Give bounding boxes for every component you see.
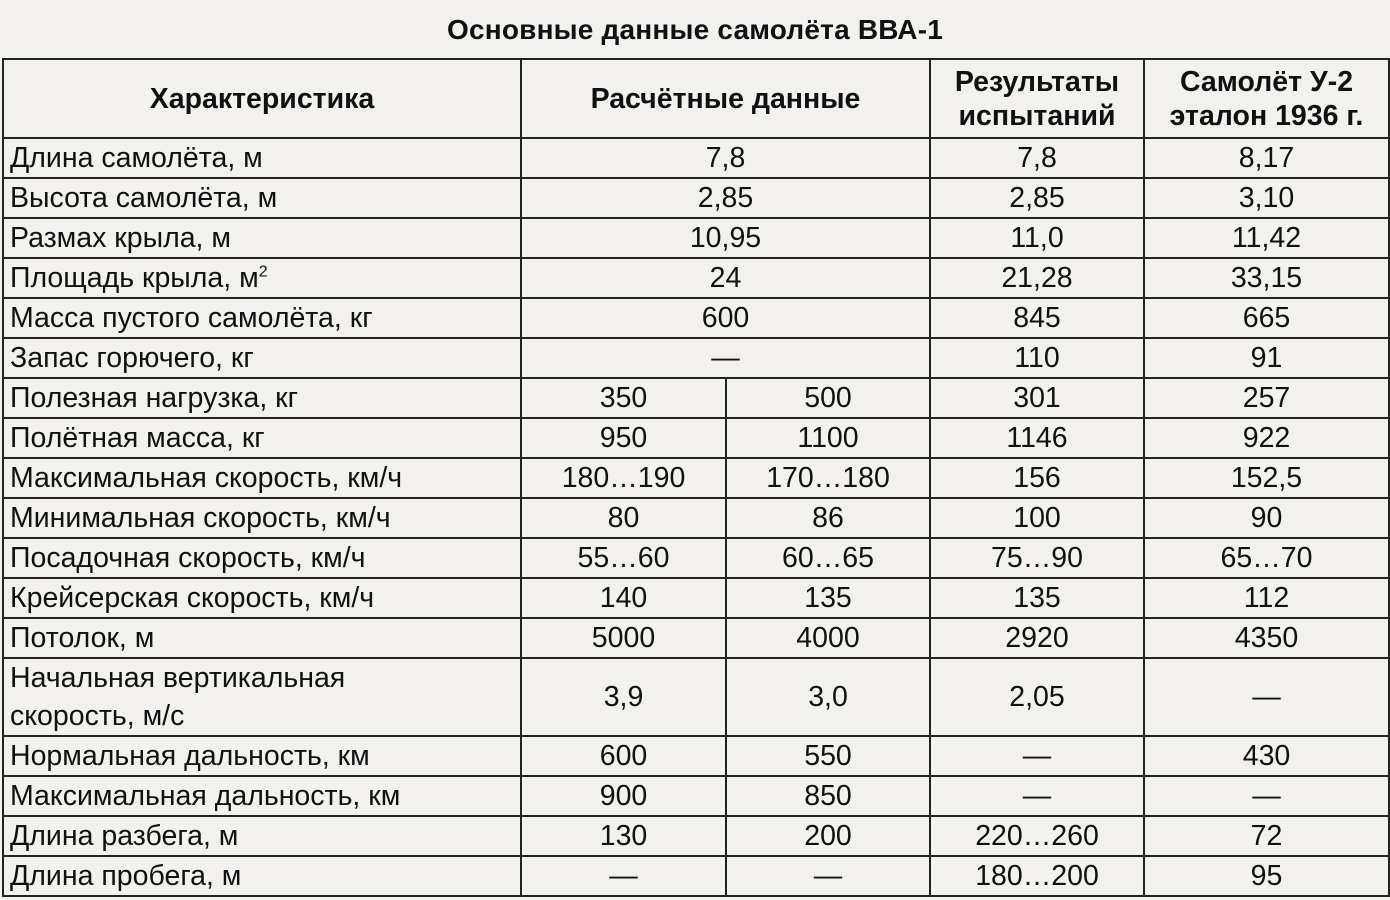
reference-value: 4350 (1144, 618, 1389, 658)
calc-value-b: 4000 (726, 618, 930, 658)
test-value: 110 (930, 338, 1144, 378)
calc-value-a: 900 (521, 776, 726, 816)
calc-value-b: 1100 (726, 418, 930, 458)
calc-value-a: 180…190 (521, 458, 726, 498)
table-row (3, 458, 1389, 498)
calc-value: 2,85 (521, 178, 930, 218)
test-value: 1146 (930, 418, 1144, 458)
row-name: Максимальная дальность, км (3, 776, 521, 816)
calc-value-b: — (726, 856, 930, 896)
header-reference-line1: Самолёт У-2 (1179, 65, 1354, 98)
reference-value: 665 (1144, 298, 1389, 338)
header-reference (1144, 59, 1389, 138)
row-name: Длина пробега, м (3, 856, 521, 896)
calc-value: 7,8 (521, 138, 930, 178)
calc-value-a: 80 (521, 498, 726, 538)
calc-value-a: — (521, 856, 726, 896)
row-name: Максимальная скорость, км/ч (3, 458, 521, 498)
reference-value: — (1144, 776, 1389, 816)
reference-value: 91 (1144, 338, 1389, 378)
calc-value-a: 130 (521, 816, 726, 856)
calc-value-a: 350 (521, 378, 726, 418)
reference-value: 33,15 (1144, 258, 1389, 298)
reference-value: 11,42 (1144, 218, 1389, 258)
test-value: 180…200 (930, 856, 1144, 896)
calc-value-a: 55…60 (521, 538, 726, 578)
reference-value: 112 (1144, 578, 1389, 618)
calc-value-b: 3,0 (726, 658, 930, 736)
calc-value-a: 140 (521, 578, 726, 618)
header-calculated: Расчётные данные (521, 59, 930, 138)
row-name: Длина разбега, м (3, 816, 521, 856)
calc-value-b: 135 (726, 578, 930, 618)
superscript: 2 (258, 263, 268, 281)
header-reference-line2: эталон 1936 г. (1169, 99, 1364, 132)
reference-value: 3,10 (1144, 178, 1389, 218)
calc-value-a: 950 (521, 418, 726, 458)
reference-value: 65…70 (1144, 538, 1389, 578)
row-name: Крейсерская скорость, км/ч (3, 578, 521, 618)
calc-value-a: 3,9 (521, 658, 726, 736)
test-value: 21,28 (930, 258, 1144, 298)
table-row (3, 776, 1389, 816)
reference-value: 72 (1144, 816, 1389, 856)
header-test-results (930, 59, 1144, 138)
test-value: 7,8 (930, 138, 1144, 178)
reference-value: 922 (1144, 418, 1389, 458)
table-row (3, 578, 1389, 618)
table-row (3, 618, 1389, 658)
test-value: 2,85 (930, 178, 1144, 218)
test-value: 2,05 (930, 658, 1144, 736)
row-name (3, 658, 521, 736)
table-row (3, 378, 1389, 418)
table-row (3, 856, 1389, 896)
test-value: 135 (930, 578, 1144, 618)
table-row (3, 418, 1389, 458)
row-name-line2: скорость, м/с (10, 700, 185, 732)
table-row (3, 658, 1389, 736)
test-value: — (930, 736, 1144, 776)
calc-value-b: 200 (726, 816, 930, 856)
table-row (3, 816, 1389, 856)
reference-value: — (1144, 658, 1389, 736)
reference-value: 430 (1144, 736, 1389, 776)
test-value: 301 (930, 378, 1144, 418)
calc-value: 600 (521, 298, 930, 338)
table-row (3, 538, 1389, 578)
test-value: 11,0 (930, 218, 1144, 258)
aircraft-specs-table (2, 58, 1390, 897)
row-name: Длина самолёта, м (3, 138, 521, 178)
test-value: 845 (930, 298, 1144, 338)
row-name-text: Площадь крыла, м (10, 262, 259, 294)
row-name (3, 258, 521, 298)
reference-value: 152,5 (1144, 458, 1389, 498)
row-name: Высота самолёта, м (3, 178, 521, 218)
table-row (3, 298, 1389, 338)
calc-value-a: 5000 (521, 618, 726, 658)
test-value: 75…90 (930, 538, 1144, 578)
table-row (3, 736, 1389, 776)
table-row (3, 218, 1389, 258)
calc-value: — (521, 338, 930, 378)
row-name: Полётная масса, кг (3, 418, 521, 458)
calc-value: 24 (521, 258, 930, 298)
table-row (3, 258, 1389, 298)
row-name: Нормальная дальность, км (3, 736, 521, 776)
header-test-results-line2: испытаний (958, 99, 1116, 132)
header-row (3, 59, 1389, 138)
row-name: Запас горючего, кг (3, 338, 521, 378)
row-name: Минимальная скорость, км/ч (3, 498, 521, 538)
calc-value-b: 850 (726, 776, 930, 816)
row-name: Размах крыла, м (3, 218, 521, 258)
row-name: Полезная нагрузка, кг (3, 378, 521, 418)
test-value: — (930, 776, 1144, 816)
test-value: 156 (930, 458, 1144, 498)
row-name-line1: Начальная вертикальная (10, 662, 346, 694)
header-characteristic: Характеристика (3, 59, 521, 138)
reference-value: 8,17 (1144, 138, 1389, 178)
row-name: Потолок, м (3, 618, 521, 658)
calc-value-b: 550 (726, 736, 930, 776)
calc-value-b: 86 (726, 498, 930, 538)
calc-value-b: 60…65 (726, 538, 930, 578)
reference-value: 95 (1144, 856, 1389, 896)
table-row (3, 338, 1389, 378)
reference-value: 257 (1144, 378, 1389, 418)
test-value: 220…260 (930, 816, 1144, 856)
row-name: Посадочная скорость, км/ч (3, 538, 521, 578)
calc-value-a: 600 (521, 736, 726, 776)
calc-value: 10,95 (521, 218, 930, 258)
table-title: Основные данные самолёта ВВА-1 (446, 14, 943, 45)
reference-value: 90 (1144, 498, 1389, 538)
table-row (3, 498, 1389, 538)
test-value: 100 (930, 498, 1144, 538)
header-test-results-line1: Результаты (954, 65, 1120, 98)
test-value: 2920 (930, 618, 1144, 658)
calc-value-b: 500 (726, 378, 930, 418)
table-row (3, 138, 1389, 178)
row-name: Масса пустого самолёта, кг (3, 298, 521, 338)
table-row (3, 178, 1389, 218)
calc-value-b: 170…180 (726, 458, 930, 498)
